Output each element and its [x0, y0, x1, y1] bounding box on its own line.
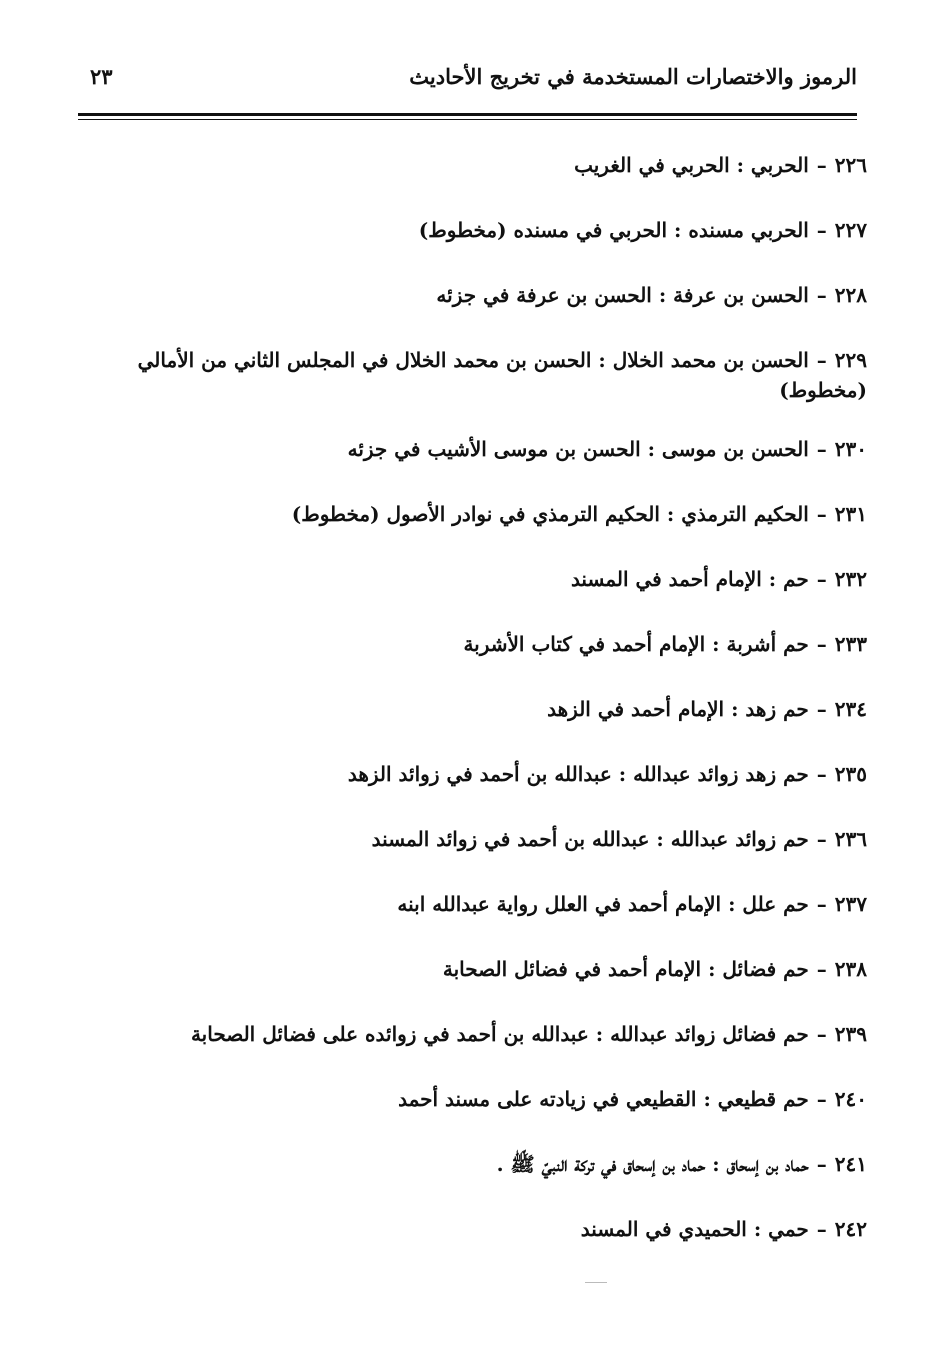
entry — [70, 629, 867, 659]
entry-dash: – — [816, 218, 827, 242]
entry-text: حماد بن إسحاق : حماد بن إسحاق في تركة النبيّ ﷺ . — [496, 1152, 809, 1176]
entry-text: حم فضائل زوائد عبدالله : عبدالله بن أحمد في زوائده على فضائل الصحابة — [190, 1022, 809, 1046]
footer-mark — [585, 1282, 607, 1283]
entry — [70, 1084, 867, 1114]
entry — [70, 345, 867, 405]
entry-dash: – — [816, 827, 827, 851]
entry-text: حمي : الحميدي في المسند — [580, 1217, 809, 1241]
entry-text: حم فضائل : الإمام أحمد في فضائل الصحابة — [442, 957, 809, 981]
entry — [70, 215, 867, 245]
entry — [70, 150, 867, 180]
entry-dash: – — [816, 697, 827, 721]
entry-text: الحسن بن محمد الخلال : الحسن بن محمد الخلال في المجلس الثاني من الأمالي (مخطوط) — [137, 348, 867, 402]
page-number: ٢٣ — [90, 64, 113, 89]
entry-dash: – — [816, 1022, 827, 1046]
entry-number: ٢٢٩ — [834, 348, 867, 372]
entry-dash: – — [816, 892, 827, 916]
entry-number: ٢٢٨ — [834, 283, 867, 307]
entry-text: الحربي : الحربي في الغريب — [574, 153, 809, 177]
entry-text: حم زوائد عبدالله : عبدالله بن أحمد في زوائد المسند — [371, 827, 809, 851]
entry-number: ٢٣٩ — [834, 1022, 867, 1046]
entry-number: ٢٣٥ — [834, 762, 867, 786]
entry — [70, 824, 867, 854]
entry — [70, 564, 867, 594]
entry-number: ٢٣٧ — [834, 892, 867, 916]
entry — [70, 1019, 867, 1049]
entry-text: حم قطيعي : القطيعي في زيادته على مسند أحمد — [398, 1087, 809, 1111]
entry-dash: – — [816, 283, 827, 307]
header-rule-thin — [78, 119, 857, 120]
entry-text: الحسن بن عرفة : الحسن بن عرفة في جزئه — [436, 283, 809, 307]
entry-dash: – — [816, 1152, 827, 1176]
entry-number: ٢٣٠ — [834, 437, 867, 461]
entry-number: ٢٢٧ — [834, 218, 867, 242]
entry-number: ٢٣٣ — [834, 632, 867, 656]
entry-dash: – — [816, 957, 827, 981]
entry — [70, 434, 867, 464]
entry-text: الحربي مسنده : الحربي في مسنده (مخطوط) — [418, 218, 809, 242]
entry — [70, 759, 867, 789]
entry — [70, 954, 867, 984]
entry-text: حم علل : الإمام أحمد في العلل رواية عبدالله ابنه — [397, 892, 809, 916]
entry-text: حم : الإمام أحمد في المسند — [570, 567, 809, 591]
entry-dash: – — [816, 437, 827, 461]
entry-dash: – — [816, 632, 827, 656]
entry-number: ٢٢٦ — [834, 153, 867, 177]
entry-dash: – — [816, 153, 827, 177]
entry-dash: – — [816, 1217, 827, 1241]
entry-number: ٢٤٢ — [834, 1217, 867, 1241]
entry-number: ٢٣٤ — [834, 697, 867, 721]
abbreviation-list — [70, 150, 867, 1279]
entry-number: ٢٣٢ — [834, 567, 867, 591]
entry — [70, 499, 867, 529]
entry-dash: – — [816, 502, 827, 526]
entry-dash: – — [816, 1087, 827, 1111]
entry-text: الحسن بن موسى : الحسن بن موسى الأشيب في جزئه — [347, 437, 809, 461]
entry-dash: – — [816, 567, 827, 591]
entry — [70, 280, 867, 310]
entry-text: حم زهد زوائد عبدالله : عبدالله بن أحمد في زوائد الزهد — [347, 762, 809, 786]
entry — [70, 1214, 867, 1244]
running-header-title: الرموز والاختصارات المستخدمة في تخريج الأحاديث — [409, 64, 857, 89]
entry-number: ٢٤١ — [834, 1152, 867, 1176]
entry-text: الحكيم الترمذي : الحكيم الترمذي في نوادر الأصول (مخطوط) — [291, 502, 809, 526]
entry-dash: – — [816, 762, 827, 786]
entry — [70, 694, 867, 724]
entry-dash: – — [816, 348, 827, 372]
entry — [70, 889, 867, 919]
entry-number: ٢٤٠ — [834, 1087, 867, 1111]
entry-number: ٢٣٦ — [834, 827, 867, 851]
entry-number: ٢٣٨ — [834, 957, 867, 981]
running-header — [78, 64, 857, 104]
entry-number: ٢٣١ — [834, 502, 867, 526]
entry-text: حم أشربة : الإمام أحمد في كتاب الأشربة — [463, 632, 809, 656]
header-rule-thick — [78, 113, 857, 116]
entry — [70, 1149, 867, 1179]
entry-text: حم زهد : الإمام أحمد في الزهد — [547, 697, 809, 721]
